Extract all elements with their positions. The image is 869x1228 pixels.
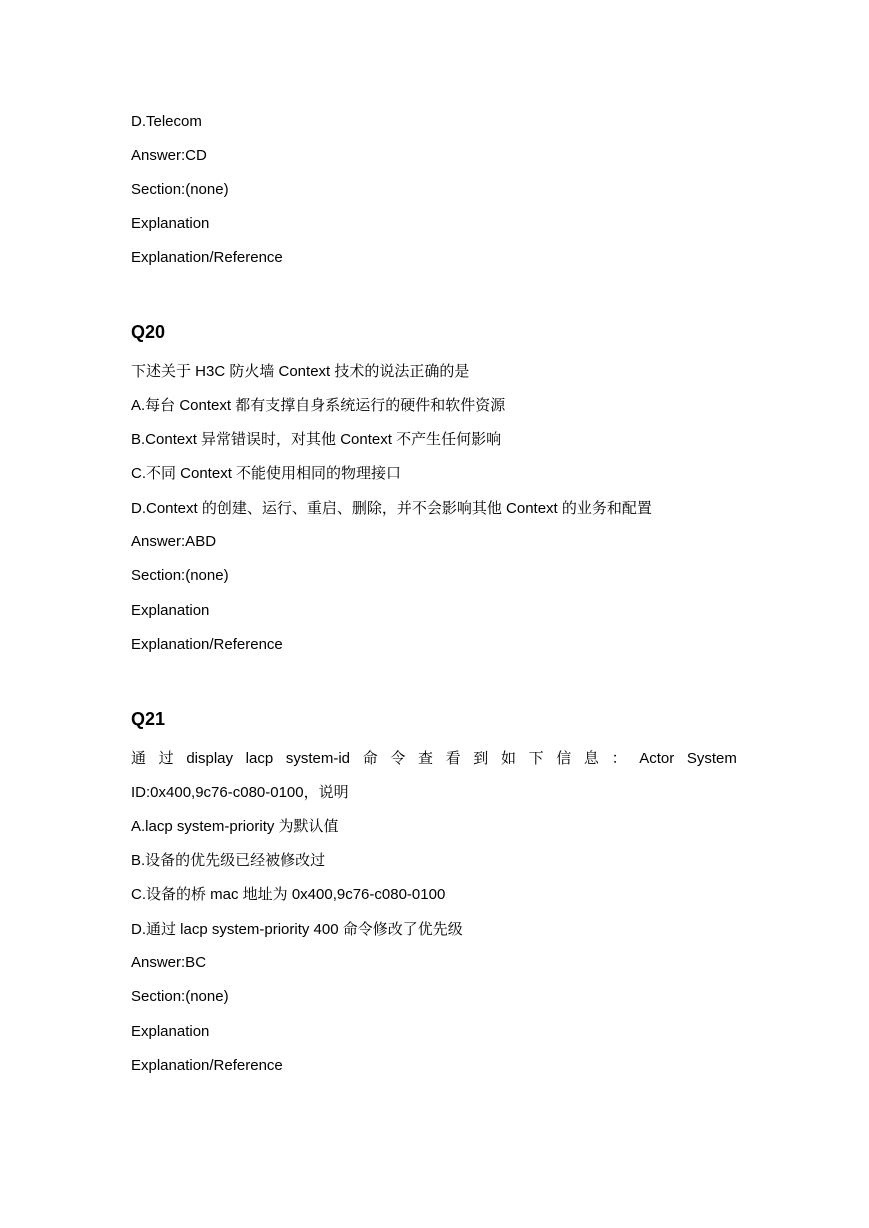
- q21-title: Q21: [131, 709, 166, 729]
- q21-stem-word: 命: [362, 750, 378, 767]
- q21-stem-word: 看: [445, 750, 461, 767]
- q21-stem-word: 查: [417, 750, 433, 767]
- q21-stem-word: system-id: [285, 750, 351, 767]
- q21-option-d: D.通过 lacp system-priority 400 命令修改了优先级: [131, 921, 463, 938]
- q21-stem-word: 信: [556, 750, 572, 767]
- q21-stem-word: ：: [611, 750, 627, 767]
- q21-option-a: A.lacp system-priority 为默认值: [131, 818, 339, 835]
- q20-option-b: B.Context 异常错误时，对其他 Context 不产生任何影响: [131, 431, 502, 448]
- prev-explanation-reference: Explanation/Reference: [131, 249, 283, 266]
- prev-explanation: Explanation: [131, 215, 210, 232]
- q20-title: Q20: [131, 322, 166, 342]
- q20-option-a: A.每台 Context 都有支撑自身系统运行的硬件和软件资源: [131, 397, 506, 414]
- q20-stem: 下述关于 H3C 防火墙 Context 技术的说法正确的是: [131, 363, 470, 380]
- q21-stem-word: 如: [500, 750, 516, 767]
- q21-stem-line2: ID:0x400,9c76-c080-0100，说明: [131, 784, 349, 801]
- q21-answer: Answer:BC: [131, 954, 207, 971]
- q20-section: Section:(none): [131, 567, 229, 584]
- q21-section: Section:(none): [131, 988, 229, 1005]
- q21-stem-line1: [131, 749, 737, 769]
- q21-stem-word: display: [186, 750, 234, 767]
- q21-option-b: B.设备的优先级已经被修改过: [131, 852, 326, 869]
- q21-option-c: C.设备的桥 mac 地址为 0x400,9c76-c080-0100: [131, 886, 446, 903]
- q21-stem-word: 下: [528, 750, 544, 767]
- q21-stem-word: 息: [583, 750, 599, 767]
- prev-option-d: D.Telecom: [131, 113, 202, 130]
- q21-stem-word: Actor: [639, 750, 675, 767]
- q20-answer: Answer:ABD: [131, 533, 217, 550]
- q20-option-d: D.Context 的创建、运行、重启、删除，并不会影响其他 Context 的业务和配置: [131, 500, 652, 517]
- prev-answer: Answer:CD: [131, 147, 207, 164]
- q20-explanation-reference: Explanation/Reference: [131, 636, 283, 653]
- q21-stem-word: lacp: [245, 750, 274, 767]
- q21-stem-word: 通: [131, 750, 147, 767]
- q21-stem-word: System: [686, 750, 737, 767]
- q21-stem-word: 过: [158, 750, 174, 767]
- q21-stem-word: 令: [390, 750, 406, 767]
- q20-option-c: C.不同 Context 不能使用相同的物理接口: [131, 465, 402, 482]
- prev-section: Section:(none): [131, 181, 229, 198]
- q21-explanation: Explanation: [131, 1023, 210, 1040]
- q21-explanation-reference: Explanation/Reference: [131, 1057, 283, 1074]
- q20-explanation: Explanation: [131, 602, 210, 619]
- q21-stem-word: 到: [473, 750, 489, 767]
